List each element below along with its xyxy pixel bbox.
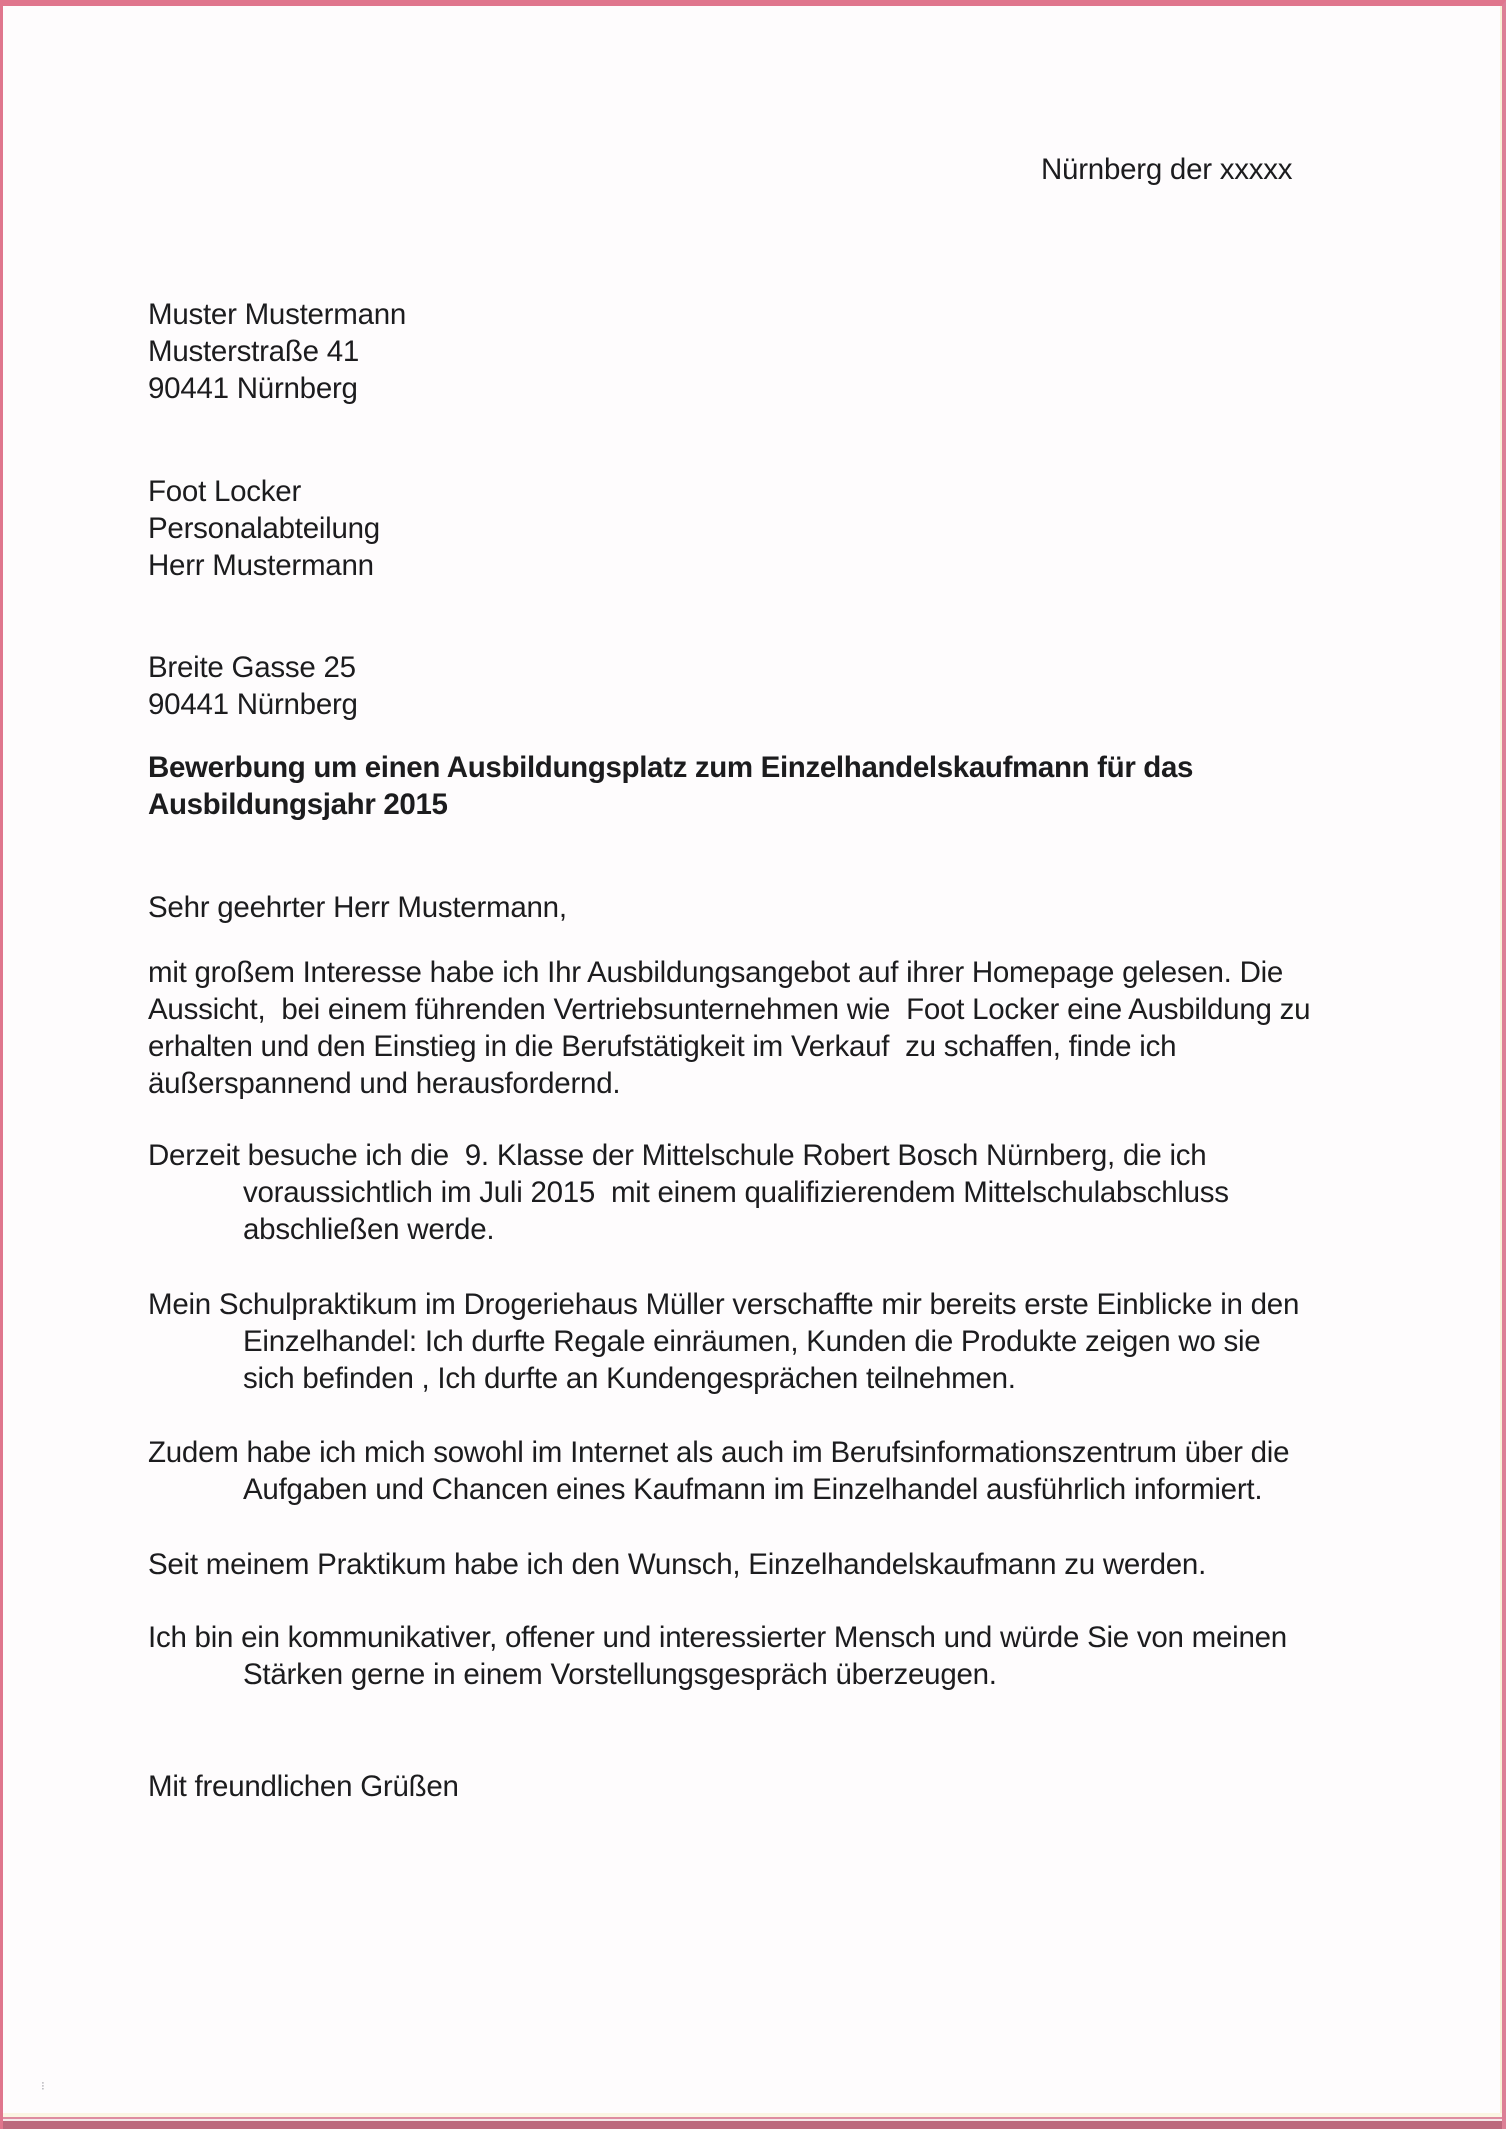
body-paragraph-4: Zudem habe ich mich sowohl im Internet als auch im Berufsinformationszentrum über die Aufgaben und Chancen eines Kaufmann im Einzelhandel ausführlich informiert. <box>148 1436 1290 1506</box>
recipient-department: Personalabteilung <box>148 512 380 545</box>
subject-line-1: Bewerbung um einen Ausbildungsplatz zum Einzelhandelskaufmann für das <box>148 751 1194 784</box>
subject-line <box>148 749 1382 823</box>
recipient-city: 90441 Nürnberg <box>148 688 358 721</box>
recipient-street-address <box>148 649 1382 723</box>
salutation: Sehr geehrter Herr Mustermann, <box>148 891 567 924</box>
sender-city: 90441 Nürnberg <box>148 372 358 405</box>
letter-content <box>3 151 1502 1805</box>
closing-formula: Mit freundlichen Grüßen <box>148 1770 459 1803</box>
sender-address <box>148 296 1382 407</box>
sender-street: Musterstraße 41 <box>148 335 360 368</box>
subject-line-2: Ausbildungsjahr 2015 <box>148 788 448 821</box>
recipient-contact: Herr Mustermann <box>148 549 374 582</box>
body-paragraph-2: Derzeit besuche ich die 9. Klasse der Mittelschule Robert Bosch Nürnberg, die ich voraussichtlich im Juli 2015 mit einem qualifizierendem Mittelschulabschluss abschließen werde. <box>148 1139 1229 1246</box>
body-paragraph-5: Seit meinem Praktikum habe ich den Wunsch, Einzelhandelskaufmann zu werden. <box>148 1548 1207 1581</box>
sender-name: Muster Mustermann <box>148 298 407 331</box>
scan-artifact-mark: ⁝ <box>41 2079 45 2093</box>
recipient-address <box>148 473 1382 584</box>
bottom-mauve-strip <box>3 2121 1502 2129</box>
body-paragraph-6: Ich bin ein kommunikativer, offener und interessierter Mensch und würde Sie von meinen Stärken gerne in einem Vorstellungsgespräch überzeugen. <box>148 1621 1287 1691</box>
body-paragraph-3: Mein Schulpraktikum im Drogeriehaus Müller verschaffte mir bereits erste Einblicke in den Einzelhandel: Ich durfte Regale einräumen, Kunden die Produkte zeigen wo sie sich befinden , Ich durfte an Kundengesprächen teilnehmen. <box>148 1288 1300 1395</box>
date-line: Nürnberg der xxxxx <box>1041 153 1293 186</box>
decorative-bottom-border <box>3 2113 1502 2129</box>
date-block <box>148 151 1382 188</box>
recipient-street: Breite Gasse 25 <box>148 651 356 684</box>
recipient-company: Foot Locker <box>148 475 302 508</box>
body-paragraph-1: mit großem Interesse habe ich Ihr Ausbildungsangebot auf ihrer Homepage gelesen. Die Aussicht, bei einem führenden Vertriebsunternehmen wie Foot Locker eine Ausbildung zu erhalten und den Einstieg in die Berufstätigkeit im Verkauf zu schaffen, finde ich äußerspannend und herausfordernd. <box>148 956 1311 1100</box>
